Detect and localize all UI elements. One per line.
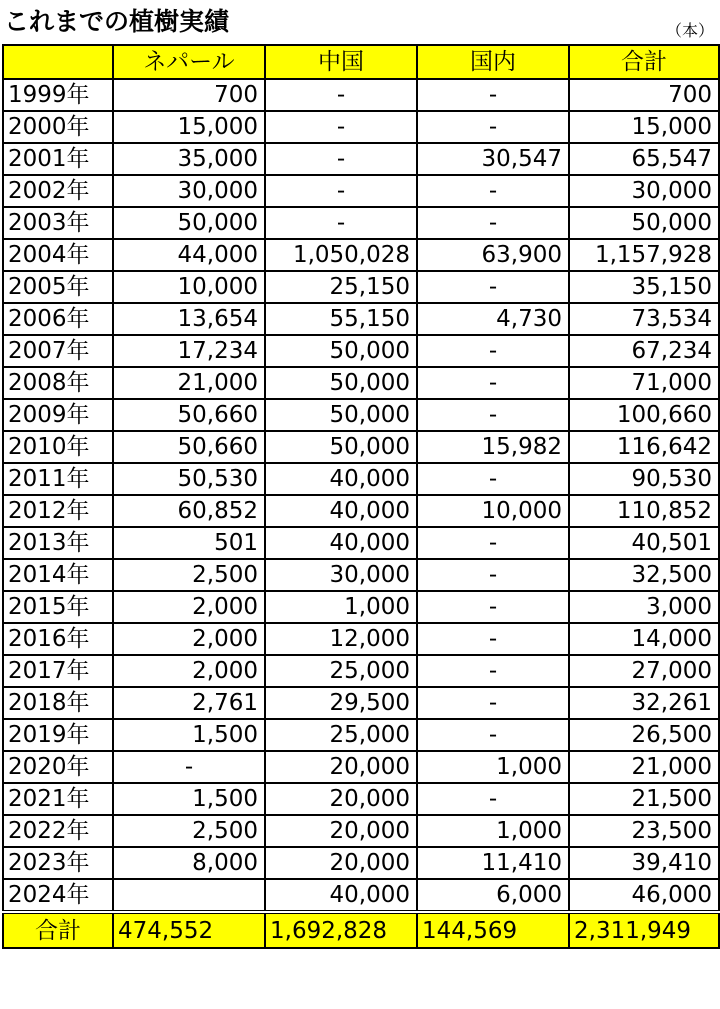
row-domestic: 4,730 — [417, 303, 569, 335]
row-china: 1,000 — [265, 591, 417, 623]
table-row — [3, 815, 719, 847]
table-row — [3, 367, 719, 399]
row-total: 21,000 — [569, 751, 719, 783]
table-row — [3, 719, 719, 751]
table-row — [3, 271, 719, 303]
row-nepal: 44,000 — [113, 239, 265, 271]
header-row — [3, 45, 719, 79]
row-year: 2022年 — [3, 815, 113, 847]
row-china: 55,150 — [265, 303, 417, 335]
row-total: 50,000 — [569, 207, 719, 239]
row-total: 27,000 — [569, 655, 719, 687]
row-year: 2005年 — [3, 271, 113, 303]
row-total: 110,852 — [569, 495, 719, 527]
row-nepal: 50,530 — [113, 463, 265, 495]
row-year: 2016年 — [3, 623, 113, 655]
row-nepal: 50,660 — [113, 399, 265, 431]
header-nepal: ネパール — [113, 45, 265, 79]
table-row — [3, 847, 719, 879]
row-total: 39,410 — [569, 847, 719, 879]
row-total: 32,261 — [569, 687, 719, 719]
row-china: - — [265, 143, 417, 175]
row-total: 3,000 — [569, 591, 719, 623]
row-total: 23,500 — [569, 815, 719, 847]
row-china: 40,000 — [265, 879, 417, 912]
row-year: 2010年 — [3, 431, 113, 463]
row-total: 65,547 — [569, 143, 719, 175]
row-year: 2002年 — [3, 175, 113, 207]
row-china: 50,000 — [265, 367, 417, 399]
row-total: 30,000 — [569, 175, 719, 207]
row-domestic: 10,000 — [417, 495, 569, 527]
row-year: 2004年 — [3, 239, 113, 271]
row-china: 12,000 — [265, 623, 417, 655]
row-nepal: 10,000 — [113, 271, 265, 303]
row-domestic: - — [417, 175, 569, 207]
row-domestic: - — [417, 367, 569, 399]
row-year: 2023年 — [3, 847, 113, 879]
row-total: 15,000 — [569, 111, 719, 143]
row-china: 20,000 — [265, 815, 417, 847]
row-domestic: - — [417, 527, 569, 559]
row-year: 2018年 — [3, 687, 113, 719]
row-domestic: - — [417, 559, 569, 591]
row-total: 116,642 — [569, 431, 719, 463]
row-total: 21,500 — [569, 783, 719, 815]
page-title: これまでの植樹実績 — [4, 7, 230, 36]
row-domestic: - — [417, 207, 569, 239]
table-row — [3, 143, 719, 175]
row-domestic: - — [417, 79, 569, 111]
row-china: 20,000 — [265, 847, 417, 879]
table-row — [3, 559, 719, 591]
row-china: 29,500 — [265, 687, 417, 719]
row-nepal: 2,761 — [113, 687, 265, 719]
row-china: 25,000 — [265, 719, 417, 751]
row-china: 50,000 — [265, 335, 417, 367]
total-nepal: 474,552 — [113, 912, 265, 948]
row-china: 25,150 — [265, 271, 417, 303]
row-nepal: 2,000 — [113, 623, 265, 655]
table-row — [3, 175, 719, 207]
table-row — [3, 335, 719, 367]
unit-label: （本） — [665, 21, 714, 40]
row-nepal: 2,000 — [113, 655, 265, 687]
row-domestic: 15,982 — [417, 431, 569, 463]
row-china: - — [265, 79, 417, 111]
table-row — [3, 207, 719, 239]
total-row — [3, 912, 719, 948]
table-row — [3, 303, 719, 335]
row-nepal: 2,500 — [113, 815, 265, 847]
row-year: 2017年 — [3, 655, 113, 687]
row-domestic: - — [417, 399, 569, 431]
row-china: 30,000 — [265, 559, 417, 591]
row-nepal: 2,500 — [113, 559, 265, 591]
row-year: 2001年 — [3, 143, 113, 175]
row-domestic: - — [417, 719, 569, 751]
row-nepal: 1,500 — [113, 719, 265, 751]
row-domestic: - — [417, 335, 569, 367]
row-nepal: 8,000 — [113, 847, 265, 879]
row-year: 2011年 — [3, 463, 113, 495]
row-total: 40,501 — [569, 527, 719, 559]
table-row — [3, 751, 719, 783]
row-domestic: 6,000 — [417, 879, 569, 912]
row-year: 2006年 — [3, 303, 113, 335]
row-nepal: 50,000 — [113, 207, 265, 239]
row-china: - — [265, 111, 417, 143]
row-total: 67,234 — [569, 335, 719, 367]
row-nepal: 501 — [113, 527, 265, 559]
row-year: 2012年 — [3, 495, 113, 527]
row-china: 20,000 — [265, 751, 417, 783]
table-row — [3, 623, 719, 655]
row-china: 50,000 — [265, 399, 417, 431]
row-year: 2000年 — [3, 111, 113, 143]
row-domestic: - — [417, 463, 569, 495]
row-total: 71,000 — [569, 367, 719, 399]
table-row — [3, 655, 719, 687]
row-domestic: 63,900 — [417, 239, 569, 271]
row-nepal: 1,500 — [113, 783, 265, 815]
row-year: 2013年 — [3, 527, 113, 559]
row-year: 1999年 — [3, 79, 113, 111]
row-total: 1,157,928 — [569, 239, 719, 271]
row-domestic: 1,000 — [417, 815, 569, 847]
table-row — [3, 399, 719, 431]
row-domestic: - — [417, 783, 569, 815]
row-china: 40,000 — [265, 463, 417, 495]
row-nepal: 17,234 — [113, 335, 265, 367]
header-domestic: 国内 — [417, 45, 569, 79]
header-total: 合計 — [569, 45, 719, 79]
row-nepal: 50,660 — [113, 431, 265, 463]
row-domestic: - — [417, 655, 569, 687]
row-total: 26,500 — [569, 719, 719, 751]
row-total: 90,530 — [569, 463, 719, 495]
header-china: 中国 — [265, 45, 417, 79]
row-domestic: 30,547 — [417, 143, 569, 175]
row-year: 2009年 — [3, 399, 113, 431]
table-row — [3, 687, 719, 719]
planting-results-table — [2, 44, 720, 949]
row-nepal: 13,654 — [113, 303, 265, 335]
table-body — [3, 79, 719, 912]
row-china: 25,000 — [265, 655, 417, 687]
row-china: 50,000 — [265, 431, 417, 463]
row-nepal: - — [113, 751, 265, 783]
row-nepal: 35,000 — [113, 143, 265, 175]
row-china: - — [265, 207, 417, 239]
total-domestic: 144,569 — [417, 912, 569, 948]
row-nepal: 2,000 — [113, 591, 265, 623]
total-sum: 2,311,949 — [569, 912, 719, 948]
row-total: 35,150 — [569, 271, 719, 303]
row-domestic: - — [417, 111, 569, 143]
row-total: 100,660 — [569, 399, 719, 431]
row-nepal: 700 — [113, 79, 265, 111]
row-total: 73,534 — [569, 303, 719, 335]
row-year: 2008年 — [3, 367, 113, 399]
row-total: 700 — [569, 79, 719, 111]
row-year: 2021年 — [3, 783, 113, 815]
row-year: 2015年 — [3, 591, 113, 623]
table-row — [3, 111, 719, 143]
table-row — [3, 783, 719, 815]
row-total: 32,500 — [569, 559, 719, 591]
row-domestic: - — [417, 271, 569, 303]
table-row — [3, 527, 719, 559]
row-domestic: 1,000 — [417, 751, 569, 783]
row-year: 2003年 — [3, 207, 113, 239]
row-china: 40,000 — [265, 527, 417, 559]
table-row — [3, 463, 719, 495]
row-domestic: - — [417, 623, 569, 655]
row-total: 46,000 — [569, 879, 719, 912]
table-row — [3, 79, 719, 111]
row-china: 20,000 — [265, 783, 417, 815]
table-row — [3, 879, 719, 912]
row-total: 14,000 — [569, 623, 719, 655]
row-nepal: 15,000 — [113, 111, 265, 143]
row-year: 2024年 — [3, 879, 113, 912]
row-domestic: 11,410 — [417, 847, 569, 879]
row-nepal: 30,000 — [113, 175, 265, 207]
table-row — [3, 495, 719, 527]
row-domestic: - — [417, 687, 569, 719]
row-domestic: - — [417, 591, 569, 623]
row-nepal: 60,852 — [113, 495, 265, 527]
row-year: 2020年 — [3, 751, 113, 783]
row-year: 2014年 — [3, 559, 113, 591]
table-row — [3, 431, 719, 463]
row-china: 40,000 — [265, 495, 417, 527]
row-nepal — [113, 879, 265, 912]
row-nepal: 21,000 — [113, 367, 265, 399]
total-label: 合計 — [3, 912, 113, 948]
header-corner — [3, 45, 113, 79]
row-china: 1,050,028 — [265, 239, 417, 271]
table-row — [3, 591, 719, 623]
row-china: - — [265, 175, 417, 207]
row-year: 2019年 — [3, 719, 113, 751]
total-china: 1,692,828 — [265, 912, 417, 948]
row-year: 2007年 — [3, 335, 113, 367]
table-row — [3, 239, 719, 271]
